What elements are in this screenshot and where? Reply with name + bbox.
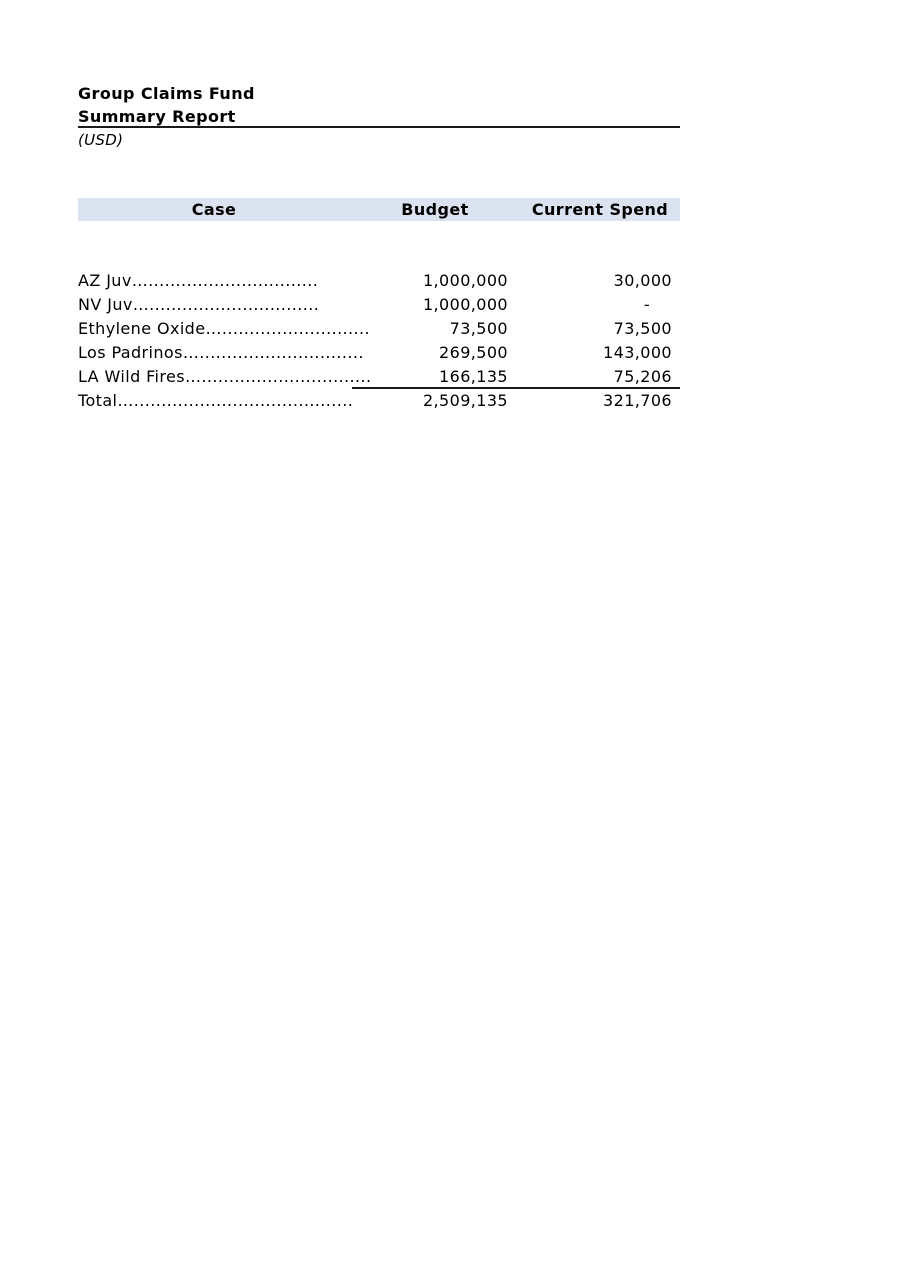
total-current-spend-value: 321,706 — [603, 391, 672, 410]
report-subtitle: Summary Report — [78, 107, 236, 126]
currency-note: (USD) — [78, 131, 124, 149]
budget-value: 1,000,000 — [422, 271, 508, 290]
total-label: Total…........................................ — [78, 391, 354, 410]
report-title: Group Claims Fund — [78, 84, 255, 103]
table-row-los-padrinos — [78, 341, 680, 365]
case-label: Los Padrinos….............................. — [78, 343, 364, 362]
table-row-total — [78, 389, 680, 413]
current-spend-value: 143,000 — [603, 343, 672, 362]
total-budget-value: 2,509,135 — [422, 391, 508, 410]
table-row-ethylene-oxide — [78, 317, 680, 341]
case-label: Ethylene Oxide…........................... — [78, 319, 370, 338]
case-label: LA Wild Fires…............................... — [78, 367, 372, 386]
budget-value: 166,135 — [439, 367, 508, 386]
current-spend-value: 30,000 — [613, 271, 672, 290]
table-header-row — [78, 198, 680, 221]
current-spend-value: - — [643, 295, 672, 314]
column-header-case: Case — [191, 200, 237, 219]
budget-value: 1,000,000 — [422, 295, 508, 314]
table-row-az-juv — [78, 269, 680, 293]
current-spend-value: 73,500 — [613, 319, 672, 338]
budget-value: 269,500 — [439, 343, 508, 362]
budget-value: 73,500 — [449, 319, 508, 338]
total-separator-line — [352, 387, 680, 389]
title-underline-rule — [78, 126, 680, 128]
current-spend-value: 75,206 — [613, 367, 672, 386]
table-body — [78, 269, 680, 413]
column-header-budget: Budget — [401, 200, 469, 219]
table-row-nv-juv — [78, 293, 680, 317]
table-row-la-wild-fires — [78, 365, 680, 389]
column-header-current-spend: Current Spend — [531, 200, 669, 219]
case-label: NV Juv…............................... — [78, 295, 320, 314]
case-label: AZ Juv…............................... — [78, 271, 319, 290]
